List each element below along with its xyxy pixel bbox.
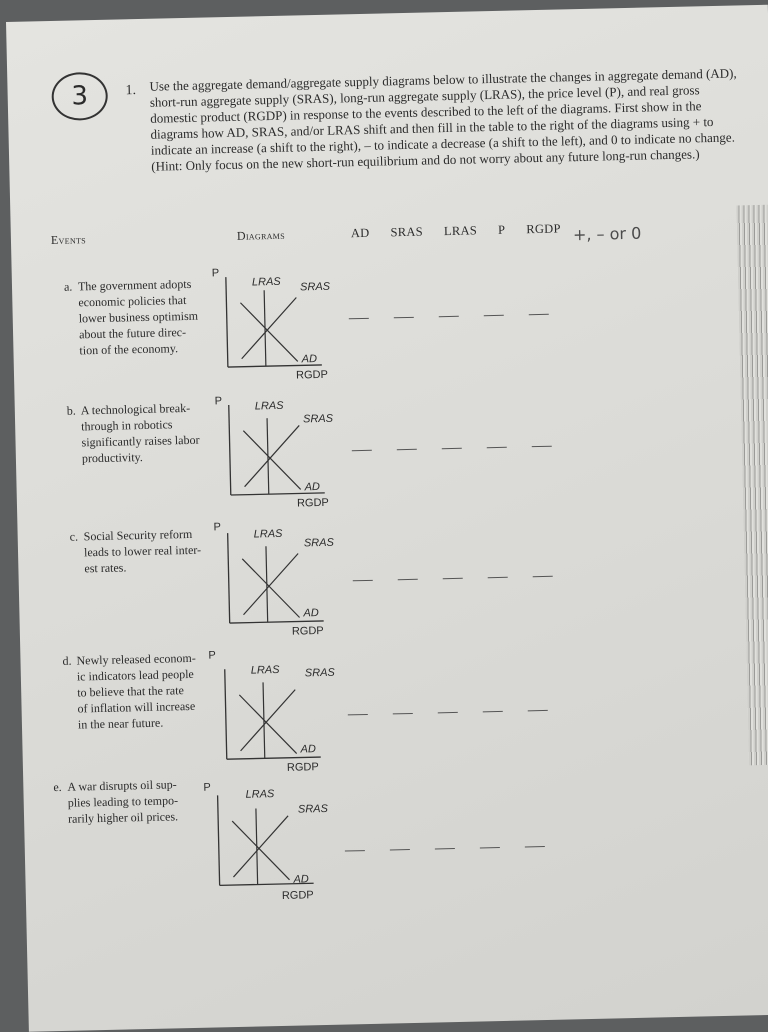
handwritten-note: +, – or 0 [572,223,642,245]
blank-lras[interactable] [435,848,455,849]
blank-p[interactable] [483,711,503,712]
column-p: P [497,222,506,237]
events-header: Events [50,232,87,248]
lras-label: LRAS [251,275,281,289]
question-number: 1. [125,83,137,99]
event-line: through in robotics [81,417,173,434]
event-line: productivity. [81,450,143,466]
sras-label: SRAS [299,280,331,294]
event-line: economic policies that [78,292,187,310]
blank-lras[interactable] [438,712,458,713]
ad-label: AD [303,607,319,620]
answer-blanks-e [345,846,545,852]
circled-question-number: 3 [51,72,108,121]
event-letter: a. [63,279,73,294]
column-lras: LRAS [443,223,478,239]
event-line: plies leading to tempo- [67,793,179,810]
blank-ad[interactable] [349,318,369,319]
event-line: lower business optimism [78,308,199,326]
price-axis-label: P [203,781,211,794]
blank-ad[interactable] [352,450,372,451]
event-letter: c. [69,529,79,544]
blank-ad[interactable] [353,580,373,581]
blank-ad[interactable] [345,850,365,851]
event-line: Newly released econom- [76,650,196,668]
question-instructions: Use the aggregate demand/aggregate supply diagrams below to illustrate the changes in aggregate demand (AD), short-run aggregate supply (SRAS), long-run aggregate supply (LRAS), the price level (P), and real gross domestic product (RGDP) in response to the events described to the left of the diagrams. First show in the diagrams how AD, SRAS, and/or LRAS shift and then fill in the table to the right of the diagrams using + to indicate an increase (a shift to the right), – to indicate a decrease (a shift to the left), and 0 to indicate no change. (Hint: Only focus on the new short-run equilibrium and do not worry about any future long-run changes.) [149,65,737,174]
event-line: about the future direc- [78,324,187,342]
event-line: A technological break- [80,400,191,418]
rgdp-axis-label: RGDP [296,496,329,510]
event-c [69,525,235,576]
blank-lras[interactable] [443,578,463,579]
blank-p[interactable] [487,447,507,448]
event-b [66,399,232,466]
blank-p[interactable] [480,847,500,848]
sras-label: SRAS [304,666,335,680]
rgdp-axis-label: RGDP [281,889,314,902]
paper-stack-edge [736,205,768,766]
ad-label: AD [304,480,321,494]
lras-label: LRAS [250,663,280,677]
ad-label: AD [300,743,316,756]
answer-blanks-d [348,710,548,716]
blank-sras[interactable] [393,713,413,714]
answer-columns-header [351,221,561,241]
sras-label: SRAS [297,802,329,816]
blank-rgdp[interactable] [528,710,548,711]
event-letter: b. [66,403,76,418]
blank-sras[interactable] [398,579,418,580]
blank-sras[interactable] [390,849,410,850]
column-ad: AD [350,225,370,241]
event-line: est rates. [84,560,127,576]
worksheet-page [6,5,768,1032]
rgdp-axis-label: RGDP [286,761,319,774]
blank-p[interactable] [488,577,508,578]
event-a [63,275,230,358]
event-line: ic indicators lead people [76,666,194,684]
event-line: rarily higher oil prices. [67,809,179,826]
ad-label: AD [301,353,318,366]
blank-sras[interactable] [394,317,414,318]
ad-label: AD [293,873,309,886]
column-sras: SRAS [390,224,424,240]
blank-rgdp[interactable] [532,446,552,447]
event-line: tion of the economy. [79,341,179,358]
diagram-axes-and-curves [221,663,343,776]
ad-as-diagram-a[interactable] [211,267,344,383]
sras-label: SRAS [303,536,335,550]
blank-ad[interactable] [348,714,368,715]
event-line: Social Security reform [83,526,193,544]
blank-p[interactable] [484,315,504,316]
blank-sras[interactable] [397,449,417,450]
event-letter: d. [62,653,72,668]
answer-blanks-b [352,446,552,452]
blank-lras[interactable] [439,316,459,317]
column-rgdp: RGDP [526,221,561,237]
price-axis-label: P [214,395,223,408]
rgdp-axis-label: RGDP [291,624,324,638]
event-e [53,775,218,826]
answer-blanks-c [353,576,553,582]
ad-as-diagram-e[interactable] [203,781,336,902]
lras-label: LRAS [245,788,275,801]
event-line: A war disrupts oil sup- [67,777,177,794]
event-letter: e. [53,779,62,795]
blank-lras[interactable] [442,448,462,449]
rgdp-axis-label: RGDP [295,368,329,382]
event-line: in the near future. [77,715,164,732]
event-line: to believe that the rate [77,683,184,700]
diagrams-header: Diagrams [236,227,286,243]
event-line: The government adopts [77,276,192,294]
blank-rgdp[interactable] [525,846,545,847]
price-axis-label: P [213,521,221,534]
event-line: significantly raises labor [81,432,200,450]
event-line: leads to lower real inter- [83,542,202,560]
blank-rgdp[interactable] [529,314,549,315]
answer-blanks-a [349,314,549,320]
price-axis-label: P [208,649,216,662]
ad-as-diagram-c[interactable] [213,521,346,639]
price-axis-label: P [211,267,220,280]
blank-rgdp[interactable] [533,576,553,577]
ad-as-diagram-d[interactable] [208,649,343,776]
event-line: of inflation will increase [77,698,196,716]
sras-label: SRAS [302,412,334,426]
event-d [62,649,228,732]
ad-as-diagram-b[interactable] [214,395,347,511]
lras-label: LRAS [254,399,284,413]
lras-label: LRAS [253,527,283,541]
